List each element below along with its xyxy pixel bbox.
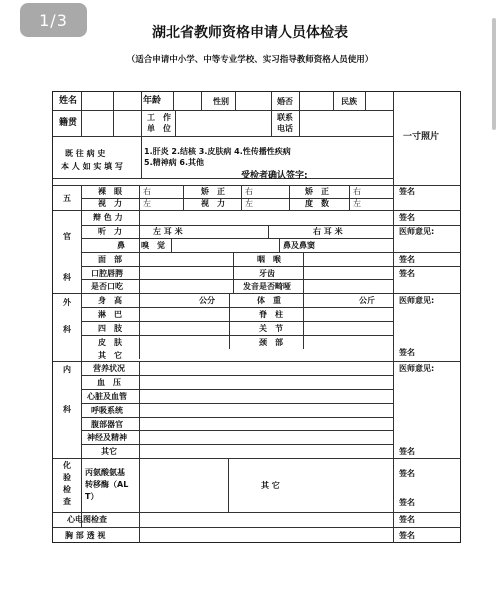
- gender-label: 性别: [213, 97, 229, 106]
- nerve-label: 神经及精神: [87, 433, 127, 442]
- health-check-form: [52, 91, 461, 543]
- kg-unit: 公斤: [359, 296, 375, 305]
- row-line: [53, 210, 461, 211]
- weight-label: 体 重: [257, 296, 281, 305]
- section-lab-1: 化: [63, 461, 71, 470]
- row-line: [81, 279, 393, 280]
- row-line: [53, 527, 461, 528]
- alt-label-3: T）: [85, 492, 99, 501]
- col-line: [183, 185, 184, 210]
- section-facial-3: 科: [63, 273, 71, 282]
- row-line: [81, 252, 461, 253]
- ecg-label: 心电图检查: [67, 515, 107, 524]
- limbs-label: 四 肢: [98, 324, 122, 333]
- row-line: [53, 136, 393, 137]
- section-facial-2: 官: [63, 232, 71, 241]
- contact-label-2: 电话: [277, 124, 293, 133]
- col-line: [303, 252, 304, 293]
- col-line: [228, 458, 229, 512]
- col-line: [139, 185, 140, 359]
- naked-eye-label-2: 视 力: [98, 199, 122, 208]
- sign-mouth: 签名: [399, 269, 415, 278]
- alt-label-1: 丙氨酸氨基: [85, 468, 125, 477]
- face-label: 面 部: [98, 255, 122, 264]
- col-line: [139, 361, 140, 458]
- native-place-label: 籍贯: [59, 118, 78, 128]
- col-line: [141, 110, 142, 136]
- col-line: [113, 92, 114, 136]
- work-unit-label-2: 单 位: [147, 124, 171, 133]
- row-line: [81, 335, 393, 336]
- doctor-opinion-ent: 医师意见:: [399, 227, 435, 236]
- row-line: [53, 110, 393, 111]
- internal-other-label: 其它: [101, 447, 117, 456]
- col-line: [229, 293, 230, 349]
- col-line: [81, 293, 82, 527]
- section-facial-1: 五: [63, 194, 71, 203]
- correct-degree-label-1: 矫 正: [305, 187, 329, 196]
- examinee-sign-label: 受检者确认签字:: [241, 171, 308, 181]
- row-line: [53, 458, 461, 459]
- skin-label: 皮 肤: [98, 338, 122, 347]
- col-line: [81, 92, 82, 136]
- page-indicator[interactable]: 1/3: [20, 3, 87, 37]
- corrected-right: 右: [245, 187, 253, 196]
- lab-other-label: 其 它: [261, 481, 280, 490]
- degree-right: 右: [353, 187, 361, 196]
- col-line: [365, 92, 366, 110]
- col-line: [81, 185, 82, 293]
- history-label-1: 既 往 病 史: [65, 149, 106, 158]
- col-line: [233, 252, 234, 293]
- sign-ent: 签名: [399, 255, 415, 264]
- col-line: [299, 92, 300, 136]
- col-line: [175, 110, 176, 136]
- spine-label: 脊 柱: [259, 310, 283, 319]
- section-internal-2: 科: [63, 405, 71, 414]
- section-lab-2: 验: [63, 473, 71, 482]
- row-line: [81, 225, 461, 226]
- history-label-2: 本 人 如 实 填 写: [61, 162, 123, 171]
- contact-label-1: 联系: [277, 113, 293, 122]
- lymph-label: 淋 巴: [98, 310, 122, 319]
- form-title: 湖北省教师资格申请人员体检表: [152, 25, 348, 41]
- pronounce-label: 发音是否畸哑: [243, 282, 291, 291]
- col-line: [235, 92, 236, 110]
- alt-label-2: 转移酶（AL: [85, 480, 129, 489]
- col-line: [171, 238, 172, 252]
- row-line: [53, 185, 461, 186]
- age-label: 年龄: [143, 96, 162, 106]
- section-surgery-1: 外: [63, 298, 71, 307]
- form-subtitle: （适合申请中小学、中等专业学校、实习指导教师资格人员使用）: [126, 55, 374, 65]
- row-line: [53, 178, 393, 179]
- row-line: [81, 321, 393, 322]
- col-line: [289, 185, 290, 210]
- col-line: [173, 92, 174, 110]
- col-line: [201, 92, 202, 110]
- correct-degree-label-2: 度 数: [305, 199, 329, 208]
- sign-lab: 签名: [399, 469, 415, 478]
- right-ear-label: 右 耳 米: [313, 227, 343, 236]
- row-line: [81, 430, 393, 431]
- section-lab-3: 检: [63, 485, 71, 494]
- work-unit-label-1: 工 作: [147, 113, 171, 122]
- doctor-opinion-internal: 医师意见:: [399, 364, 435, 373]
- section-internal-1: 内: [63, 365, 71, 374]
- naked-eye-label-1: 裸 眼: [98, 187, 122, 196]
- col-line: [139, 512, 140, 543]
- sign-eye: 签名: [399, 187, 415, 196]
- col-line: [141, 92, 142, 110]
- xray-label: 胸 部 透 视: [65, 531, 106, 540]
- corrected-label-2: 视 力: [201, 199, 225, 208]
- teeth-label: 牙齿: [259, 269, 275, 278]
- sign-internal: 签名: [399, 447, 415, 456]
- col-line: [141, 136, 142, 178]
- row-line: [81, 266, 461, 267]
- marital-label: 婚否: [277, 97, 293, 106]
- lip-label: 口腔唇腭: [91, 269, 123, 278]
- col-line: [241, 185, 242, 210]
- col-line: [271, 92, 272, 136]
- row-line: [53, 512, 461, 513]
- heart-label: 心脏及血管: [87, 392, 127, 401]
- col-line: [303, 293, 304, 349]
- bp-label: 血 压: [97, 378, 121, 387]
- row-line: [53, 293, 461, 294]
- abdomen-label: 腹部器官: [91, 420, 123, 429]
- degree-left: 左: [353, 199, 361, 208]
- corrected-left: 左: [245, 199, 253, 208]
- photo-label: 一寸照片: [403, 132, 440, 142]
- row-line: [81, 307, 393, 308]
- surgery-other-label: 其 它: [98, 351, 122, 360]
- corrected-label-1: 矫 正: [201, 187, 225, 196]
- neck-label: 颈 部: [259, 338, 283, 347]
- row-line: [81, 444, 393, 445]
- name-label: 姓名: [59, 96, 78, 106]
- row-line: [81, 389, 393, 390]
- col-line: [139, 458, 140, 512]
- section-surgery-2: 科: [63, 325, 71, 334]
- sign-lab-2: 签名: [399, 498, 415, 507]
- row-line: [81, 238, 393, 239]
- ethnicity-label: 民族: [341, 97, 357, 106]
- sign-xray: 签名: [399, 531, 415, 540]
- color-vision-label: 辩 色 力: [93, 213, 123, 222]
- joints-label: 关 节: [259, 324, 283, 333]
- stutter-label: 是否口吃: [91, 282, 123, 291]
- height-label: 身 高: [98, 296, 122, 305]
- history-options-2: 5.精神病 6.其他: [144, 158, 204, 167]
- cm-unit: 公分: [199, 296, 215, 305]
- col-line: [349, 185, 350, 210]
- history-options-1: 1.肝炎 2.结核 3.皮肤病 4.性传播性疾病: [144, 147, 291, 156]
- section-lab-4: 查: [63, 497, 71, 506]
- sign-surgery: 签名: [399, 348, 415, 357]
- col-line: [333, 92, 334, 110]
- hearing-label: 听 力: [98, 227, 122, 236]
- sign-ecg: 签名: [399, 515, 415, 524]
- doctor-opinion-surgery: 医师意见:: [399, 296, 435, 305]
- smell-label: 嗅 觉: [141, 241, 165, 250]
- row-line: [81, 403, 393, 404]
- respiratory-label: 呼吸系统: [91, 406, 123, 415]
- row-line: [53, 361, 461, 362]
- naked-left: 左: [143, 199, 151, 208]
- nose-label: 鼻: [117, 241, 125, 250]
- sign-color: 签名: [399, 213, 415, 222]
- row-line: [81, 375, 393, 376]
- naked-right: 右: [143, 187, 151, 196]
- sinus-label: 鼻及鼻窦: [283, 241, 315, 250]
- col-line: [268, 225, 269, 238]
- nutrition-label: 营养状况: [93, 364, 125, 373]
- row-line: [81, 198, 393, 199]
- col-line: [279, 238, 280, 252]
- row-line: [81, 417, 393, 418]
- left-ear-label: 左 耳 米: [153, 227, 183, 236]
- col-line: [393, 92, 394, 543]
- throat-label: 咽 喉: [257, 255, 281, 264]
